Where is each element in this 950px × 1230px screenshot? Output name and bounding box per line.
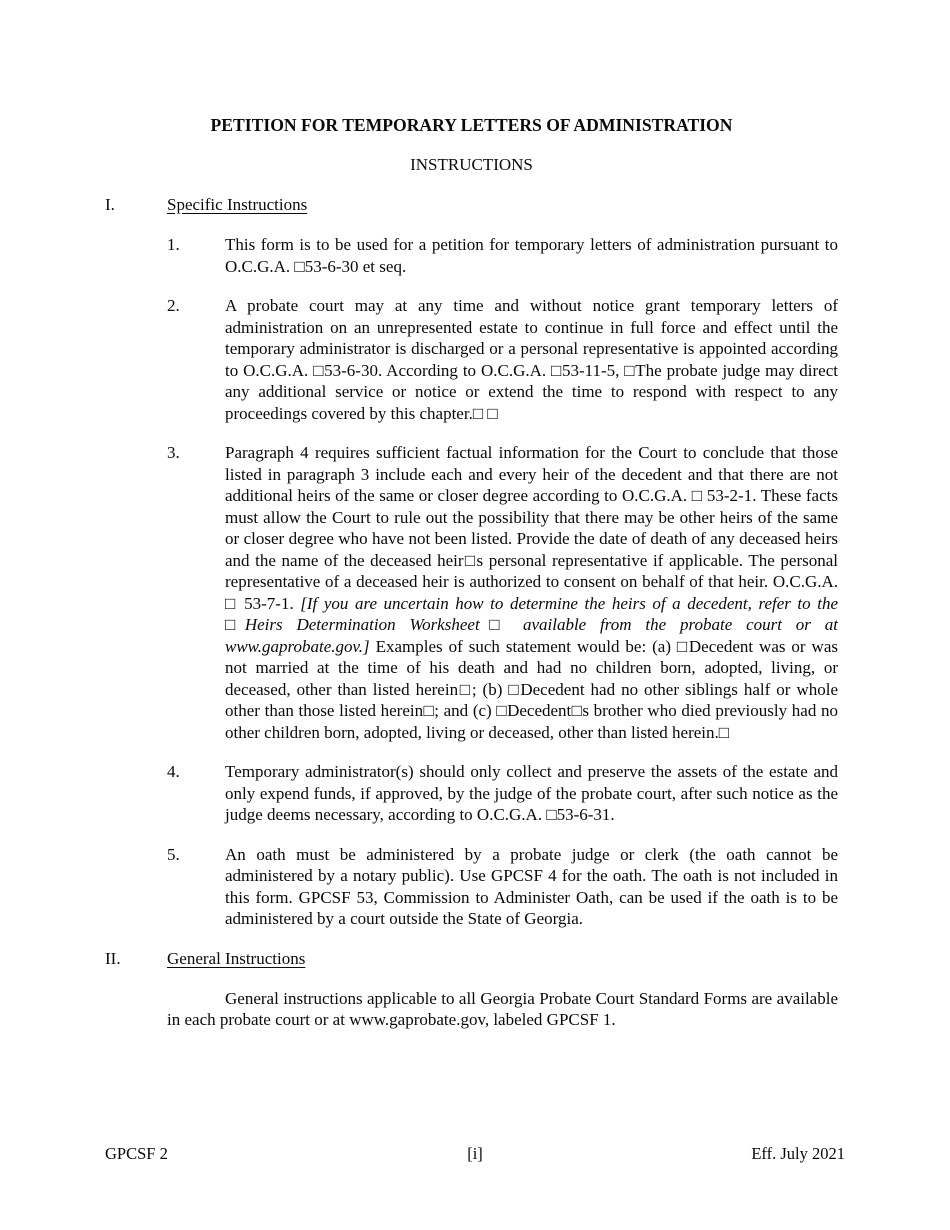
instruction-item-2	[105, 295, 838, 424]
item-2-number: 2.	[167, 296, 180, 315]
item-1-text: This form is to be used for a petition for temporary letters of administration pursuant to O.C.G.A. □53-6-30 et seq.	[225, 235, 838, 276]
general-instructions-paragraph: General instructions applicable to all Georgia Probate Court Standard Forms are available in each probate court or at www.gaprobate.gov, labeled GPCSF 1.	[167, 988, 838, 1029]
document-content	[105, 0, 838, 1031]
item-3-text	[225, 442, 838, 743]
page-subtitle: INSTRUCTIONS	[410, 155, 533, 174]
item-5-number: 5.	[167, 844, 180, 864]
item-4-text: Temporary administrator(s) should only collect and preserve the assets of the estate and only expend funds, if approved, by the judge of the probate court, after such notice as the judge deems necessary, according to O.C.G.A. □53-6-31.	[225, 762, 838, 824]
section-1-numeral: I.	[105, 195, 115, 214]
item-3-text-regular: Paragraph 4 requires sufficient factual information for the Court to conclude that those listed in paragraph 3 include each and every heir of the decedent and that there are not additional heirs of the same or closer degree according to O.C.G.A. □ 53-2-1. These facts must allow the Court to rule out the possibility that there may be other heirs of the same or closer degree who have not been listed. Provide the date of death of any deceased heirs and the name of the deceased heir□s personal representative if applicable. The personal representative of a deceased heir is authorized to consent on behalf of that heir. O.C.G.A. □ 53-7-1.	[225, 443, 838, 613]
section-2-numeral: II.	[105, 948, 121, 968]
page-footer	[105, 1143, 845, 1165]
instruction-item-1	[105, 234, 838, 277]
instruction-item-3	[105, 442, 838, 743]
instruction-item-5	[105, 844, 838, 930]
item-3-text-italic-note: [If you are uncertain how to determine the heirs of a decedent, refer to the □Heirs Determination Worksheet□ available from the probate court or at www.gaprobate.gov.]	[225, 593, 838, 656]
item-3-text-examples: Examples of such statement would be: (a) □Decedent was or was not married at the time of his death and had no children born, adopted, living, or deceased, other than listed herein□; (b) □Decedent had no other siblings half or whole other than those listed herein□; and (c) □Decedent□s brother who died previously had no other children born, adopted, living or deceased, other than listed herein.□	[225, 636, 838, 742]
section-1-heading: Specific Instructions	[167, 195, 308, 214]
item-1-number: 1.	[167, 235, 180, 254]
footer-effective-date: Eff. July 2021	[751, 1144, 845, 1163]
item-3-number: 3.	[167, 443, 180, 462]
item-4-number: 4.	[167, 762, 180, 781]
section-1-heading-row	[105, 194, 838, 216]
section-2-heading-row	[105, 948, 838, 970]
instruction-item-4	[105, 761, 838, 826]
item-2-text: A probate court may at any time and without notice grant temporary letters of administration on an unrepresented estate to continue in full force and effect until the temporary administrator is discharged or a personal representative is appointed according to O.C.G.A. □53-6-30. According to O.C.G.A. □53-11-5, □The probate judge may direct any additional service or notice or extend the time to respond with respect to any proceedings covered by this chapter.□ □	[225, 296, 838, 423]
section-2-heading: General Instructions	[167, 948, 306, 968]
item-5-text: An oath must be administered by a probate judge or clerk (the oath cannot be administered by a notary public). Use GPCSF 4 for the oath. The oath is not included in this form. GPCSF 53, Commission to Administer Oath, can be used if the oath is to be administered by a court outside the State of Georgia.	[225, 844, 838, 928]
footer-page-number: [i]	[467, 1144, 483, 1163]
page-title: PETITION FOR TEMPORARY LETTERS OF ADMINISTRATION	[210, 115, 733, 135]
footer-form-number: GPCSF 2	[105, 1144, 168, 1163]
